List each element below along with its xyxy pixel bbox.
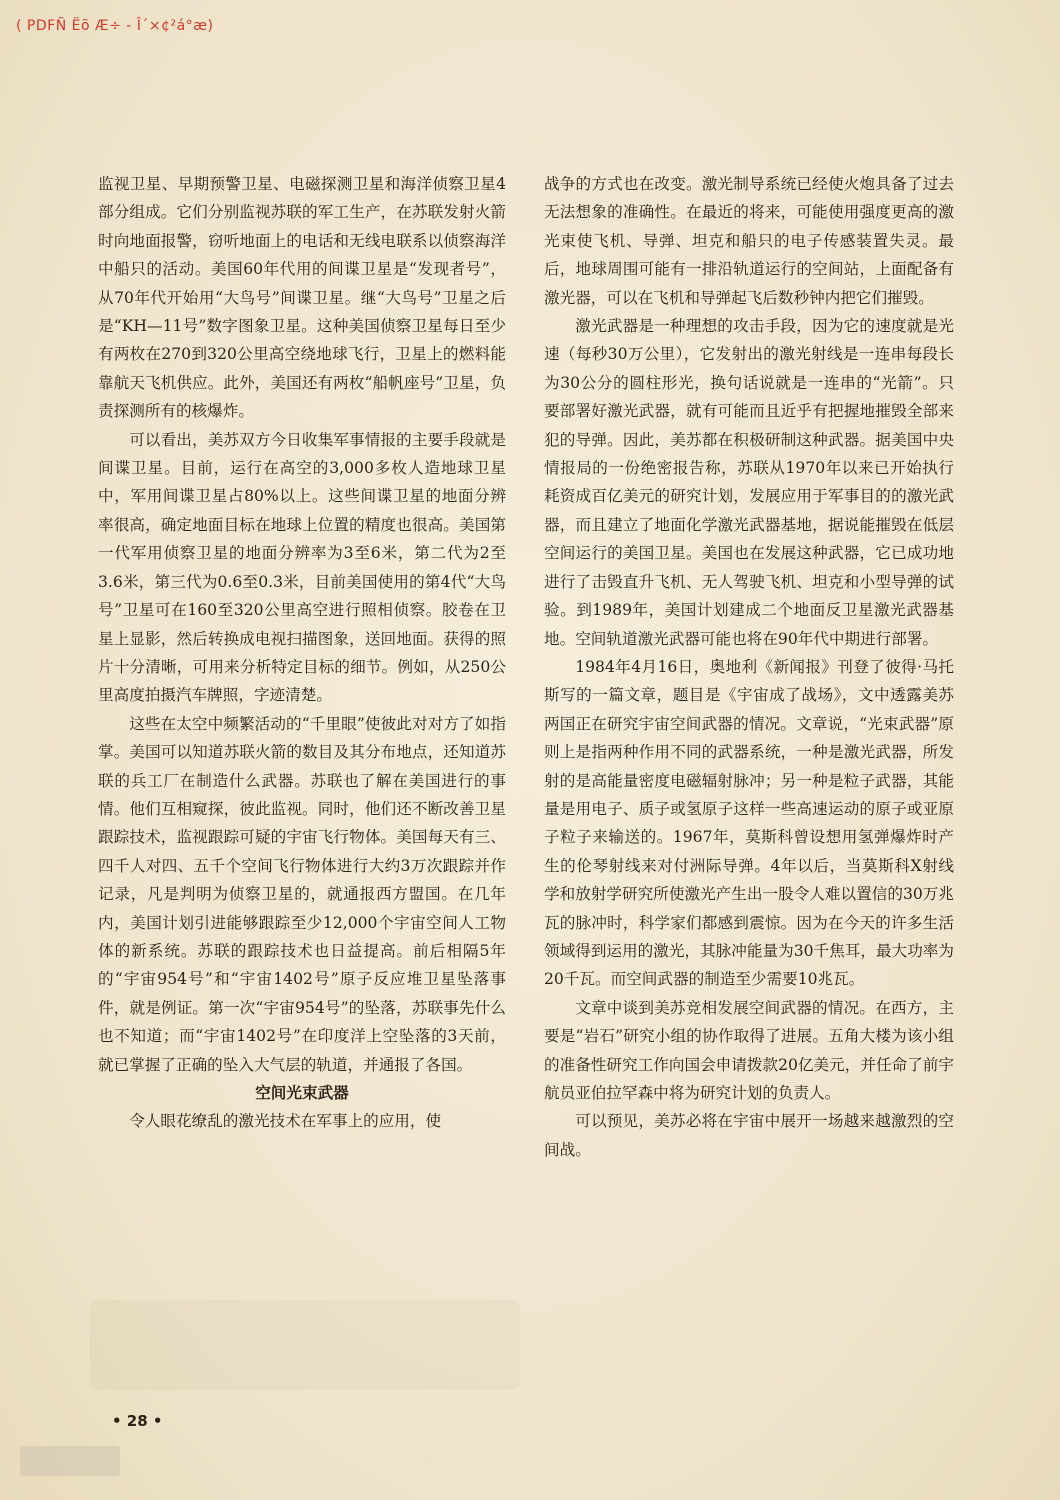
right-column [544,170,954,1164]
watermark-text: ( PDFÑ Ëõ Æ÷ - Î´×¢²á°æ) [16,18,214,34]
left-column [98,170,506,1136]
corner-smudge [20,1446,120,1476]
right-paragraph-2: 激光武器是一种理想的攻击手段，因为它的速度就是光速（每秒30万公里），它发射出的激光射线是一连串每段长为30公分的圆柱形光，换句话说就是一连串的“光箭”。只要部署好激光武器，就有可能而且近乎有把握地摧毁全部来犯的导弹。因此，美苏都在积极研制这种武器。据美国中央情报局的一份绝密报告称，苏联从1970年以来已开始执行耗资成百亿美元的研究计划，发展应用于军事目的的激光武器，而且建立了地面化学激光武器基地，据说能摧毁在低层空间运行的美国卫星。美国也在发展这种武器，它已成功地进行了击毁直升飞机、无人驾驶飞机、坦克和小型导弹的试验。到1989年，美国计划建成二个地面反卫星激光武器基地。空间轨道激光武器可能也将在90年代中期进行部署。 [544,317,954,648]
left-paragraph-2: 可以看出，美苏双方今日收集军事情报的主要手段就是间谍卫星。目前，运行在高空的3,000多枚人造地球卫星中，军用间谍卫星占80%以上。这些间谍卫星的地面分辨率很高，确定地面目标在地球上位置的精度也很高。美国第一代军用侦察卫星的地面分辨率为3至6米，第二代为2至3.6米，第三代为0.6至0.3米，目前美国使用的第4代“大鸟号”卫星可在160至320公里高空进行照相侦察。胶卷在卫星上显影，然后转换成电视扫描图象，送回地面。获得的照片十分清晰，可用来分析特定目标的细节。例如，从250公里高度拍摄汽车牌照，字迹清楚。 [98,430,506,705]
right-paragraph-4: 文章中谈到美苏竞相发展空间武器的情况。在西方，主要是“岩石”研究小组的协作取得了进展。五角大楼为该小组的准备性研究工作向国会申请拨款20亿美元，并任命了前宇航员亚伯拉罕森中将为研究计划的负责人。 [544,998,954,1102]
left-paragraph-1: 监视卫星、早期预警卫星、电磁探测卫星和海洋侦察卫星4部分组成。它们分别监视苏联的军工生产，在苏联发射火箭时向地面报警，窃听地面上的电话和无线电联系以侦察海洋中船只的活动。美国60年代用的间谍卫星是“发现者号”，从70年代开始用“大鸟号”间谍卫星。继“大鸟号”卫星之后是“KH—11号”数字图象卫星。这种美国侦察卫星每日至少有两枚在270到320公里高空绕地球飞行，卫星上的燃料能靠航天飞机供应。此外，美国还有两枚“船帆座号”卫星，负责探测所有的核爆炸。 [98,175,506,421]
page-number: • 28 • [112,1412,163,1430]
left-paragraph-3: 这些在太空中频繁活动的“千里眼”使彼此对对方了如指掌。美国可以知道苏联火箭的数目及其分布地点，还知道苏联的兵工厂在制造什么武器。苏联也了解在美国进行的事情。他们互相窥探，彼此监视。同时，他们还不断改善卫星跟踪技术，监视跟踪可疑的宇宙飞行物体。美国每天有三、四千人对四、五千个空间飞行物体进行大约3万次跟踪并作记录，凡是判明为侦察卫星的，就通报西方盟国。在几年内，美国计划引进能够跟踪至少12,000个宇宙空间人工物体的新系统。苏联的跟踪技术也日益提高。前后相隔5年的“宇宙954号”和“宇宙1402号”原子反应堆卫星坠落事件，就是例证。第一次“宇宙954号”的坠落，苏联事先什么也不知道；而“宇宙1402号”在印度洋上空坠落的3天前，就已掌握了正确的坠入大气层的轨道，并通报了各国。 [98,714,506,1074]
section-heading: 空间光束武器 [255,1084,349,1102]
right-paragraph-3: 1984年4月16日，奥地利《新闻报》刊登了彼得·马托斯写的一篇文章，题目是《宇宙成了战场》，文中透露美苏两国正在研究宇宙空间武器的情况。文章说，“光束武器”原则上是指两种作用不同的武器系统，一种是激光武器，所发射的是高能量密度电磁辐射脉冲；另一种是粒子武器，其能量是用电子、质子或氢原子这样一些高速运动的原子或亚原子粒子来输送的。1967年，莫斯科曾设想用氢弹爆炸时产生的伦琴射线来对付洲际导弹。4年以后，当莫斯科X射线学和放射学研究所使激光产生出一股令人难以置信的30万兆瓦的脉冲时，科学家们都感到震惊。因为在今天的许多生活领域得到运用的激光，其脉冲能量为30千焦耳，最大功率为20千瓦。而空间武器的制造至少需要10兆瓦。 [544,657,954,989]
right-paragraph-1: 战争的方式也在改变。激光制导系统已经使火炮具备了过去无法想象的准确性。在最近的将来，可能使用强度更高的激光束使飞机、导弹、坦克和船只的电子传感装置失灵。最后，地球周围可能有一排沿轨道运行的空间站，上面配备有激光器，可以在飞机和导弹起飞后数秒钟内把它们摧毁。 [544,175,954,307]
paper-stain [90,1300,520,1390]
left-paragraph-4: 令人眼花缭乱的激光技术在军事上的应用，使 [129,1112,442,1131]
right-paragraph-5: 可以预见，美苏必将在宇宙中展开一场越来越激烈的空间战。 [544,1112,954,1159]
